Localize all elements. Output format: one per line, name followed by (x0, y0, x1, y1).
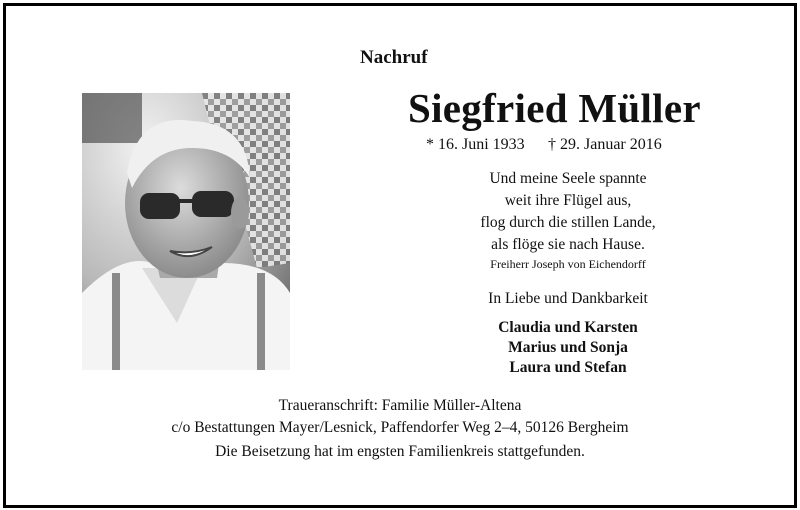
poem-line: Und meine Seele spannte (489, 170, 647, 187)
address-line: Traueranschrift: Familie Müller-Altena (278, 397, 522, 414)
family-member: Marius und Sonja (508, 339, 628, 356)
dedication-line: In Liebe und Dankbarkeit (488, 290, 648, 307)
death-date: † 29. Januar 2016 (548, 136, 662, 153)
deceased-name: Siegfried Müller (408, 85, 701, 131)
poem-line: flog durch die stillen Lande, (480, 214, 656, 231)
family-names (460, 318, 676, 378)
poem (460, 168, 676, 256)
poem-line: weit ihre Flügel aus, (504, 192, 632, 209)
mourning-address (100, 395, 700, 439)
poem-author: Freiherr Joseph von Eichendorff (490, 257, 646, 271)
obituary-heading: Nachruf (360, 47, 428, 68)
poem-line: als flöge sie nach Hause. (491, 236, 645, 253)
address-line: c/o Bestattungen Mayer/Lesnick, Paffendorfer Weg 2–4, 50126 Bergheim (171, 419, 629, 436)
family-member: Claudia und Karsten (498, 319, 638, 336)
burial-note: Die Beisetzung hat im engsten Familienkreis stattgefunden. (215, 443, 585, 460)
birth-date: * 16. Juni 1933 (426, 136, 525, 153)
family-member: Laura und Stefan (509, 359, 627, 376)
portrait-photo (82, 93, 290, 370)
